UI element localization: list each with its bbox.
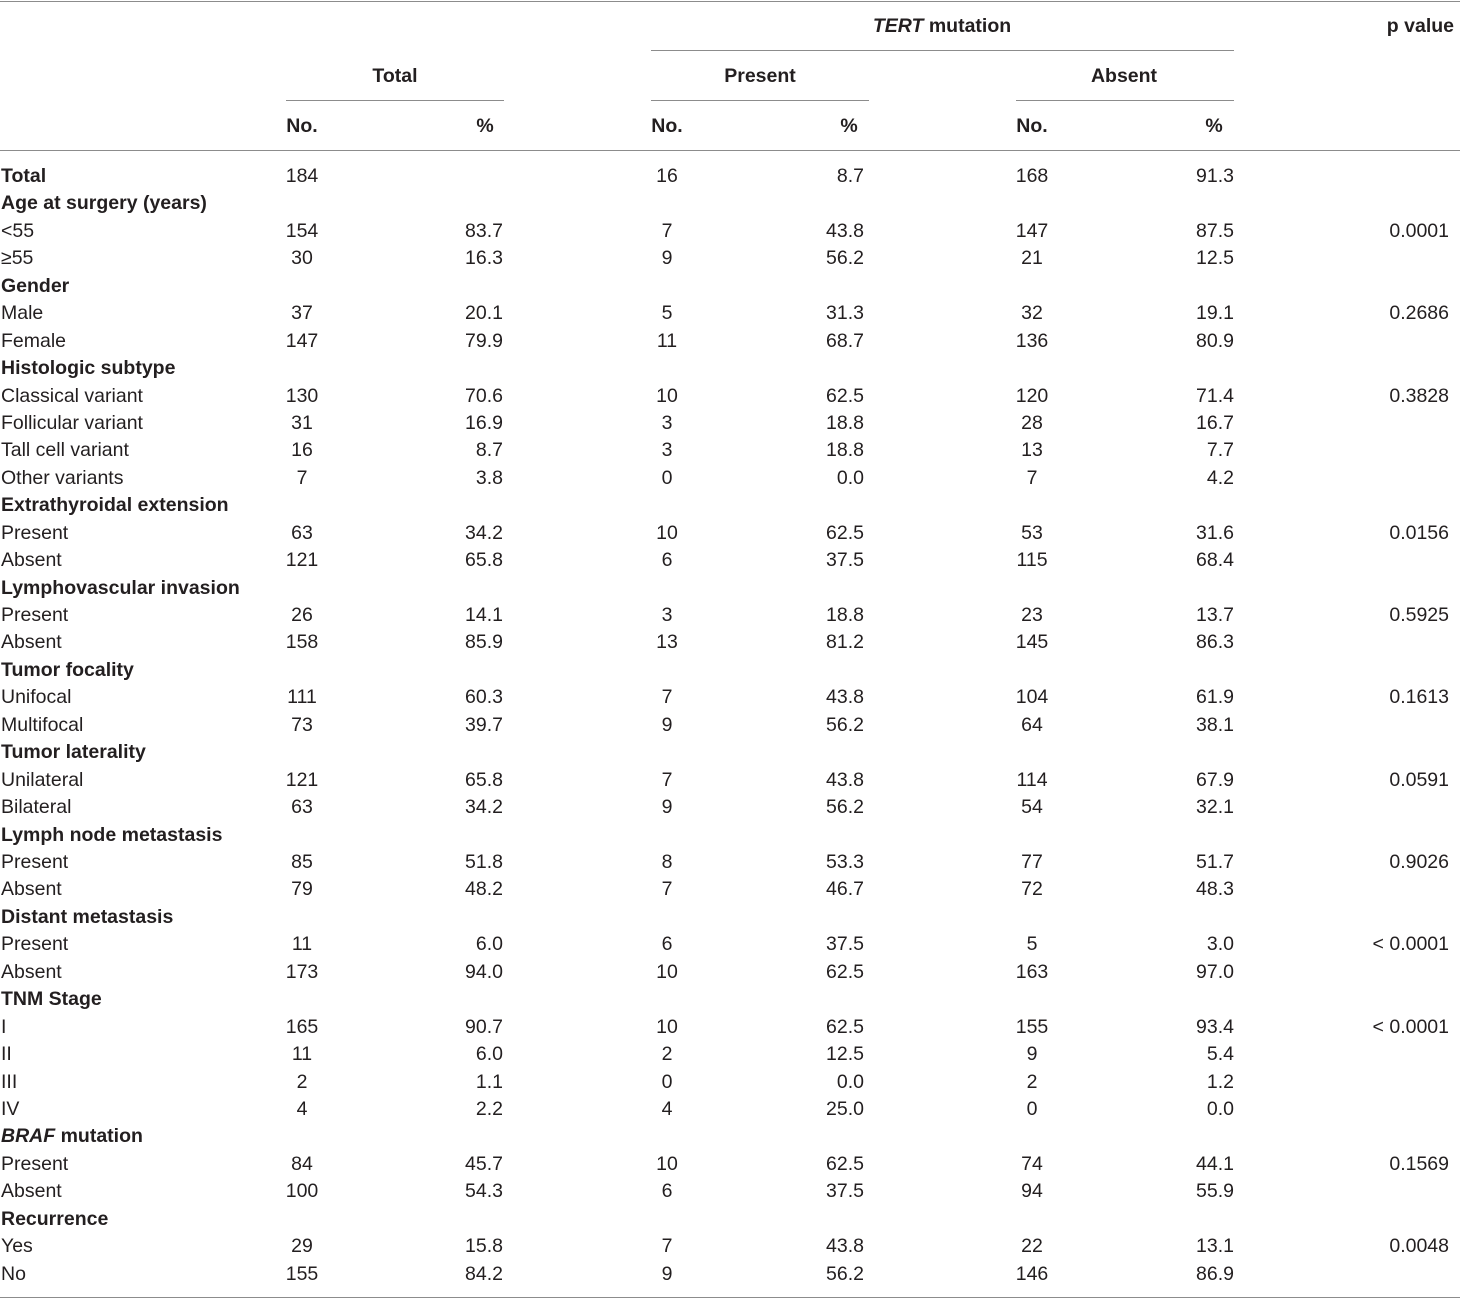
present-count-cell: 10: [656, 384, 678, 407]
present-percent-cell: 56.2: [826, 1262, 864, 1285]
present-count-cell: 9: [661, 247, 673, 270]
present-count-cell: 7: [661, 768, 673, 791]
absent-count-cell: 147: [1015, 219, 1049, 242]
present-percent-cell: 62.5: [826, 1152, 864, 1175]
table-row: [0, 467, 1460, 495]
total-count-cell: 111: [287, 686, 317, 709]
absent-count-cell: 0: [1026, 1097, 1038, 1120]
total-percent-cell: 14.1: [465, 604, 503, 627]
present-count-cell: 9: [661, 796, 673, 819]
total-count-cell: 100: [285, 1180, 319, 1203]
total-count-cell: 173: [285, 960, 319, 983]
section-row: [0, 165, 1460, 193]
row-label: Absent: [1, 960, 62, 983]
absent-count-cell: 54: [1021, 796, 1043, 819]
total-percent-cell: 65.8: [465, 768, 503, 791]
bottom-rule: [0, 1297, 1460, 1298]
total-percent-cell: 83.7: [465, 219, 503, 242]
row-label: I: [1, 1015, 7, 1038]
total-count-cell: 37: [291, 302, 313, 325]
absent-percent-cell: 86.9: [1196, 1262, 1234, 1285]
row-label: Classical variant: [1, 384, 143, 407]
present-count-cell: 6: [661, 933, 673, 956]
present-no-header: No.: [651, 115, 683, 137]
present-group-rule: [651, 100, 869, 101]
tert-group-rule: [651, 50, 1234, 51]
row-label: Unifocal: [1, 686, 72, 709]
total-percent-cell: 1.1: [475, 1070, 503, 1093]
table-row: [0, 933, 1460, 961]
table-row: [0, 1016, 1460, 1044]
total-count-cell: 155: [285, 1262, 319, 1285]
absent-header: Absent: [1090, 65, 1158, 87]
table-row: [0, 1098, 1460, 1126]
header-bottom-rule: [0, 150, 1460, 151]
tert-header-rest: mutation: [923, 15, 1012, 37]
row-label: Tumor laterality: [1, 741, 146, 764]
present-percent-cell: 62.5: [826, 960, 864, 983]
total-percent-cell: 8.7: [475, 439, 503, 462]
total-count-cell: 30: [291, 247, 313, 270]
total-count-cell: 147: [285, 329, 319, 352]
row-label: Extrathyroidal extension: [1, 494, 229, 517]
total-percent-cell: 85.9: [465, 631, 503, 654]
table-row: [0, 604, 1460, 632]
row-label: Distant metastasis: [1, 905, 174, 928]
present-percent-cell: 37.5: [826, 1180, 864, 1203]
absent-count-cell: 104: [1015, 686, 1049, 709]
total-percent-cell: 70.6: [465, 384, 503, 407]
table-row: [0, 1263, 1460, 1291]
absent-count-cell: 21: [1021, 247, 1043, 270]
total-count-cell: 158: [285, 631, 319, 654]
absent-count-cell: 74: [1021, 1152, 1043, 1175]
present-percent-cell: 0.0: [836, 466, 864, 489]
total-count-cell: 26: [291, 604, 313, 627]
total-count-cell: 85: [291, 851, 313, 873]
absent-count-cell: 28: [1021, 411, 1043, 434]
row-label: Lymph node metastasis: [1, 823, 223, 846]
total-percent-cell: 15.8: [465, 1235, 503, 1258]
absent-percent-cell: 97.0: [1196, 960, 1234, 983]
present-percent-cell: 31.3: [826, 302, 864, 325]
absent-count-cell: 22: [1021, 1235, 1043, 1258]
present-count-cell: 8: [661, 851, 673, 873]
total-count-cell: 7: [296, 466, 308, 489]
row-label: Gender: [1, 274, 70, 297]
absent-percent-cell: 1.2: [1206, 1070, 1234, 1093]
total-count-cell: 121: [285, 549, 319, 572]
total-count-cell: 130: [285, 384, 319, 407]
present-percent-cell: 43.8: [826, 768, 864, 791]
row-label: Male: [1, 302, 44, 325]
p-value-cell: < 0.0001: [1372, 1015, 1449, 1038]
absent-percent-cell: 3.0: [1206, 933, 1234, 956]
row-label: Present: [1, 851, 69, 873]
total-header: Total: [372, 65, 418, 87]
total-percent-cell: 39.7: [465, 713, 503, 736]
absent-count-cell: 13: [1021, 439, 1043, 462]
p-value-cell: 0.0156: [1389, 521, 1449, 544]
present-percent-cell: 56.2: [826, 247, 864, 270]
present-percent-cell: 25.0: [826, 1097, 864, 1120]
absent-percent-cell: 4.2: [1206, 466, 1234, 489]
total-percent-cell: 3.8: [475, 466, 503, 489]
table-row: [0, 851, 1460, 879]
row-label: TNM Stage: [1, 988, 102, 1011]
row-label: [1, 1125, 143, 1147]
present-count-cell: 10: [656, 521, 678, 544]
row-label: Multifocal: [1, 713, 84, 736]
row-label: <55: [1, 219, 35, 242]
table-row: [0, 385, 1460, 413]
table-row: [0, 247, 1460, 275]
total-percent-cell: 45.7: [465, 1152, 503, 1175]
table-row: [0, 549, 1460, 577]
table-row: [0, 961, 1460, 989]
present-percent-cell: 8.7: [836, 165, 864, 187]
absent-count-cell: 2: [1026, 1070, 1038, 1093]
table-row: [0, 631, 1460, 659]
p-value-cell: 0.3828: [1389, 384, 1449, 407]
present-count-cell: 3: [661, 604, 673, 627]
absent-percent-cell: 19.1: [1196, 302, 1234, 325]
total-percent-cell: 51.8: [465, 851, 503, 873]
absent-count-cell: 114: [1016, 768, 1048, 791]
absent-count-cell: 94: [1021, 1180, 1043, 1203]
row-label-rest: mutation: [55, 1125, 143, 1148]
absent-percent-cell: 80.9: [1196, 329, 1234, 352]
absent-percent-cell: 31.6: [1196, 521, 1234, 544]
absent-count-cell: 5: [1026, 933, 1038, 956]
present-count-cell: 10: [656, 960, 678, 983]
present-count-cell: 7: [661, 878, 673, 901]
table-row: [0, 686, 1460, 714]
absent-count-cell: 115: [1016, 549, 1048, 572]
section-row: [0, 659, 1460, 687]
absent-percent-cell: 13.7: [1196, 604, 1234, 627]
tert-gene-name: TERT: [872, 15, 924, 37]
row-label-gene: BRAF: [1, 1125, 56, 1148]
absent-percent-cell: 7.7: [1206, 439, 1234, 462]
total-percent-cell: 34.2: [465, 796, 503, 819]
section-row: [0, 275, 1460, 303]
absent-percent-cell: 32.1: [1196, 796, 1234, 819]
absent-percent-cell: 44.1: [1196, 1152, 1234, 1175]
total-percent-cell: 6.0: [475, 933, 503, 956]
p-value-header: p value: [1386, 15, 1454, 37]
section-row: [0, 192, 1460, 220]
present-count-cell: 10: [656, 1015, 678, 1038]
present-pct-header: %: [840, 115, 858, 137]
table-row: [0, 796, 1460, 824]
present-count-cell: 16: [656, 165, 678, 187]
row-label: II: [1, 1043, 12, 1066]
absent-count-cell: 64: [1021, 713, 1043, 736]
present-count-cell: 6: [661, 549, 673, 572]
p-value-cell: 0.0001: [1389, 219, 1449, 242]
present-percent-cell: 18.8: [826, 439, 864, 462]
total-percent-cell: 6.0: [475, 1043, 503, 1066]
present-count-cell: 7: [661, 1235, 673, 1258]
present-count-cell: 9: [661, 1262, 673, 1285]
table-row: [0, 522, 1460, 550]
absent-percent-cell: 0.0: [1206, 1097, 1234, 1120]
absent-percent-cell: 67.9: [1196, 768, 1234, 791]
row-label: Absent: [1, 878, 62, 901]
p-value-cell: 0.0048: [1389, 1235, 1449, 1258]
table-row: [0, 1153, 1460, 1181]
present-percent-cell: 81.2: [826, 631, 864, 654]
row-label: Age at surgery (years): [1, 192, 207, 215]
p-value-cell: 0.0591: [1389, 768, 1449, 791]
table-row: [0, 1043, 1460, 1071]
row-label: Present: [1, 604, 69, 627]
row-label: No: [1, 1262, 26, 1285]
present-percent-cell: 37.5: [826, 549, 864, 572]
table-row: [0, 412, 1460, 440]
total-percent-cell: 60.3: [465, 686, 503, 709]
absent-count-cell: 136: [1015, 329, 1049, 352]
present-percent-cell: 18.8: [826, 604, 864, 627]
total-count-cell: 79: [291, 878, 313, 901]
absent-percent-cell: 48.3: [1196, 878, 1234, 901]
total-count-cell: 29: [291, 1235, 313, 1258]
total-count-cell: 31: [291, 411, 313, 434]
absent-percent-cell: 51.7: [1196, 851, 1234, 873]
total-count-cell: 11: [291, 933, 313, 956]
section-row: [0, 906, 1460, 934]
total-no-header: No.: [286, 115, 318, 137]
total-pct-header: %: [476, 115, 494, 137]
row-label: Bilateral: [1, 796, 72, 819]
top-rule: [0, 1, 1460, 2]
absent-percent-cell: 5.4: [1206, 1043, 1234, 1066]
present-percent-cell: 43.8: [826, 1235, 864, 1258]
row-label: Tumor focality: [1, 658, 134, 681]
present-percent-cell: 46.7: [826, 878, 864, 901]
absent-percent-cell: 86.3: [1196, 631, 1234, 654]
present-count-cell: 7: [661, 219, 673, 242]
section-row: [0, 741, 1460, 769]
present-percent-cell: 53.3: [826, 851, 864, 873]
total-percent-cell: 79.9: [465, 329, 503, 352]
row-label: Female: [1, 329, 67, 352]
total-percent-cell: 20.1: [465, 302, 503, 325]
absent-percent-cell: 87.5: [1196, 219, 1234, 242]
present-percent-cell: 43.8: [826, 219, 864, 242]
table-row: [0, 220, 1460, 248]
total-count-cell: 63: [291, 796, 313, 819]
present-count-cell: 3: [661, 439, 673, 462]
section-row: [0, 988, 1460, 1016]
row-label: Present: [1, 521, 69, 544]
row-label: III: [1, 1070, 18, 1093]
table-row: [0, 1180, 1460, 1208]
present-percent-cell: 62.5: [826, 384, 864, 407]
p-value-cell: 0.1569: [1389, 1152, 1449, 1175]
row-label: Tall cell variant: [1, 439, 129, 462]
total-count-cell: 84: [291, 1152, 313, 1175]
row-label: Other variants: [1, 466, 124, 489]
total-percent-cell: 34.2: [465, 521, 503, 544]
tert-mutation-header: [873, 15, 1011, 38]
row-label: Lymphovascular invasion: [1, 576, 240, 599]
row-label: Absent: [1, 549, 62, 572]
table-row: [0, 1235, 1460, 1263]
present-count-cell: 0: [661, 1070, 673, 1093]
total-count-cell: 165: [285, 1015, 319, 1038]
section-row: [0, 824, 1460, 852]
table-row: [0, 769, 1460, 797]
section-row: [0, 577, 1460, 605]
total-percent-cell: 84.2: [465, 1262, 503, 1285]
absent-percent-cell: 38.1: [1196, 713, 1234, 736]
table-row: [0, 1071, 1460, 1099]
absent-count-cell: 120: [1015, 384, 1049, 407]
present-percent-cell: 68.7: [826, 329, 864, 352]
absent-count-cell: 146: [1015, 1262, 1049, 1285]
table-row: [0, 714, 1460, 742]
row-label: Recurrence: [1, 1207, 109, 1230]
total-percent-cell: 16.9: [465, 411, 503, 434]
total-count-cell: 154: [285, 219, 319, 242]
present-percent-cell: 37.5: [826, 933, 864, 956]
row-label: Follicular variant: [1, 411, 143, 434]
present-percent-cell: 56.2: [826, 796, 864, 819]
present-percent-cell: 62.5: [826, 1015, 864, 1038]
total-count-cell: 184: [285, 165, 319, 187]
row-label: Absent: [1, 631, 62, 654]
present-percent-cell: 12.5: [826, 1043, 864, 1066]
absent-count-cell: 77: [1021, 851, 1043, 873]
section-row: [0, 1125, 1460, 1153]
absent-count-cell: 168: [1015, 165, 1049, 187]
absent-percent-cell: 16.7: [1196, 411, 1234, 434]
absent-count-cell: 7: [1026, 466, 1038, 489]
absent-count-cell: 155: [1015, 1015, 1049, 1038]
total-count-cell: 73: [291, 713, 313, 736]
absent-count-cell: 163: [1015, 960, 1049, 983]
section-row: [0, 1208, 1460, 1236]
absent-percent-cell: 68.4: [1196, 549, 1234, 572]
absent-count-cell: 32: [1021, 302, 1043, 325]
present-header: Present: [724, 65, 796, 87]
row-label: Present: [1, 933, 69, 956]
section-row: [0, 494, 1460, 522]
absent-percent-cell: 55.9: [1196, 1180, 1234, 1203]
absent-percent-cell: 93.4: [1196, 1015, 1234, 1038]
table-row: [0, 302, 1460, 330]
present-count-cell: 4: [661, 1097, 673, 1120]
absent-count-cell: 145: [1015, 631, 1049, 654]
row-label: IV: [1, 1097, 20, 1120]
total-percent-cell: 65.8: [465, 549, 503, 572]
present-percent-cell: 43.8: [826, 686, 864, 709]
present-count-cell: 13: [656, 631, 678, 654]
absent-pct-header: %: [1205, 115, 1223, 137]
total-percent-cell: 54.3: [465, 1180, 503, 1203]
absent-no-header: No.: [1016, 115, 1048, 137]
absent-count-cell: 72: [1021, 878, 1043, 901]
p-value-cell: 0.5925: [1389, 604, 1449, 627]
present-count-cell: 0: [661, 466, 673, 489]
row-label: Yes: [1, 1235, 33, 1258]
present-percent-cell: 0.0: [836, 1070, 864, 1093]
absent-count-cell: 53: [1021, 521, 1043, 544]
p-value-cell: 0.9026: [1389, 851, 1449, 873]
p-value-cell: 0.2686: [1389, 302, 1449, 325]
p-value-cell: < 0.0001: [1372, 933, 1449, 956]
absent-count-cell: 23: [1021, 604, 1043, 627]
present-percent-cell: 56.2: [826, 713, 864, 736]
total-count-cell: 11: [291, 1043, 313, 1066]
present-count-cell: 9: [661, 713, 673, 736]
present-count-cell: 11: [656, 329, 678, 352]
row-label: Absent: [1, 1180, 62, 1203]
total-percent-cell: 16.3: [465, 247, 503, 270]
present-percent-cell: 18.8: [826, 411, 864, 434]
present-count-cell: 6: [661, 1180, 673, 1203]
absent-percent-cell: 13.1: [1196, 1235, 1234, 1258]
present-count-cell: 10: [656, 1152, 678, 1175]
absent-percent-cell: 12.5: [1196, 247, 1234, 270]
total-count-cell: 2: [296, 1070, 308, 1093]
row-label: Total: [1, 165, 47, 187]
absent-group-rule: [1016, 100, 1234, 101]
total-percent-cell: 48.2: [465, 878, 503, 901]
present-count-cell: 7: [661, 686, 673, 709]
absent-percent-cell: 91.3: [1196, 165, 1234, 187]
absent-percent-cell: 61.9: [1196, 686, 1234, 709]
absent-count-cell: 9: [1026, 1043, 1038, 1066]
present-count-cell: 3: [661, 411, 673, 434]
total-count-cell: 121: [285, 768, 319, 791]
section-row: [0, 357, 1460, 385]
table-row: [0, 330, 1460, 358]
total-count-cell: 16: [291, 439, 313, 462]
present-count-cell: 5: [661, 302, 673, 325]
table-row: [0, 439, 1460, 467]
present-count-cell: 2: [661, 1043, 673, 1066]
row-label: Unilateral: [1, 768, 84, 791]
present-percent-cell: 62.5: [826, 521, 864, 544]
total-count-cell: 4: [296, 1097, 308, 1120]
table-row: [0, 878, 1460, 906]
total-group-rule: [286, 100, 504, 101]
row-label: Present: [1, 1152, 69, 1175]
total-percent-cell: 94.0: [465, 960, 503, 983]
row-label: Histologic subtype: [1, 357, 176, 380]
absent-percent-cell: 71.4: [1196, 384, 1234, 407]
p-value-cell: 0.1613: [1389, 686, 1449, 709]
total-percent-cell: 2.2: [475, 1097, 503, 1120]
total-percent-cell: 90.7: [465, 1015, 503, 1038]
row-label: ≥55: [1, 247, 34, 270]
total-count-cell: 63: [291, 521, 313, 544]
